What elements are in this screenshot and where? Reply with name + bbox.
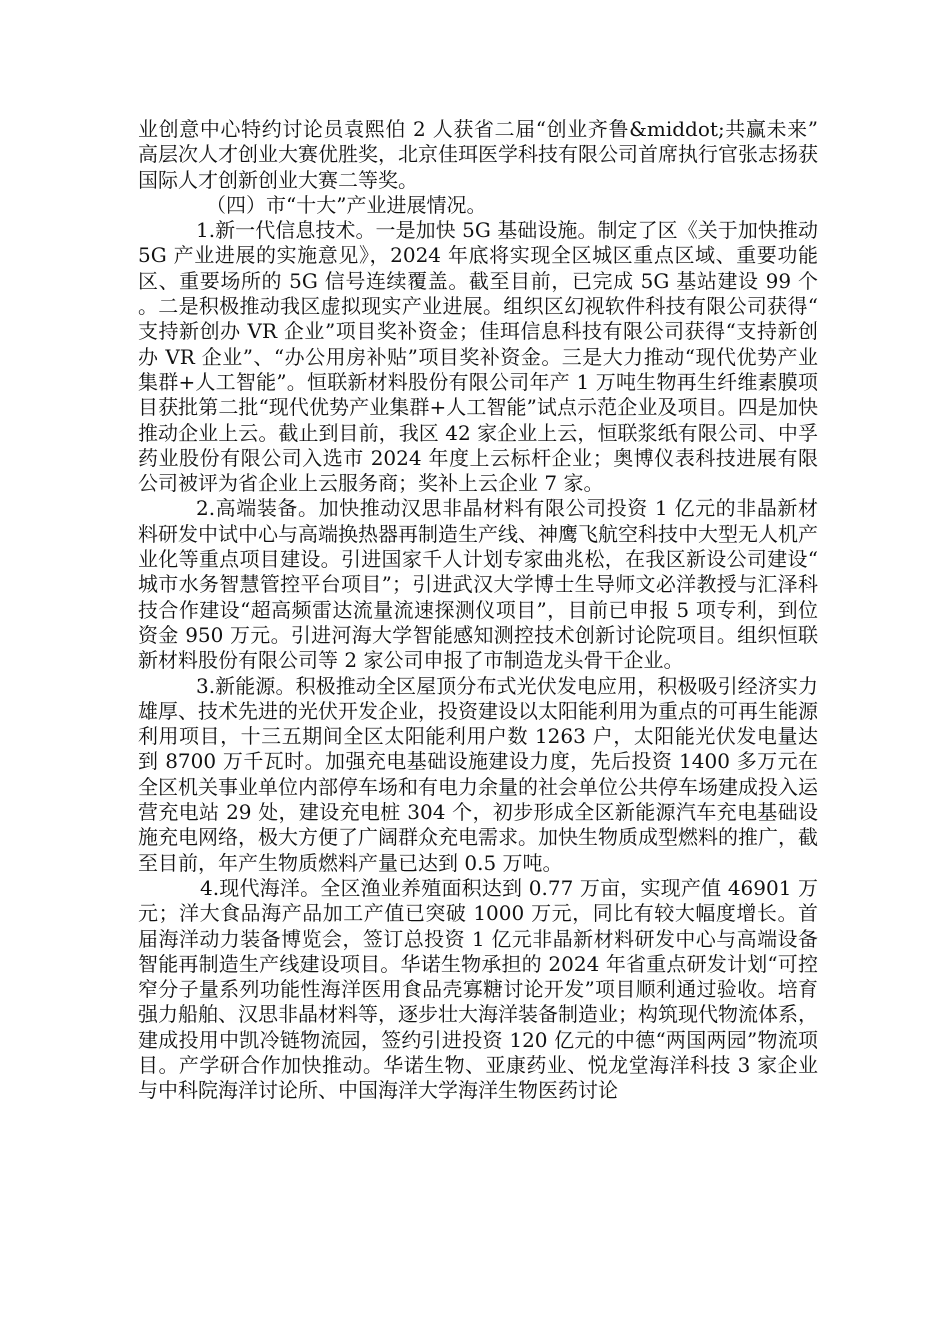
paragraph-information-technology: 1.新一代信息技术。一是加快 5G 基础设施。制定了区《关于加快推动 5G 产业进展的实施意见》，2024 年底将实现全区城区重点区域、重要功能区、重要场所的 5G 信号连续覆盖。截至目前，已完成 5G 基站建设 99 个。二是积极推动我区虚拟现实产业进展。组织区幻视软件科技有限公司获得“支持新创办 VR 企业”项目奖补资金；佳珥信息科技有限公司获得“支持新创办 VR 企业”、“办公用房补贴”项目奖补资金。三是大力推动“现代优势产业集群+人工智能”。恒联新材料股份有限公司年产 1 万吨生物再生纤维素膜项目获批第二批“现代优势产业集群+人工智能”试点示范企业及项目。四是加快推动企业上云。截止到目前，我区 42 家企业上云，恒联浆纸有限公司、中孚药业股份有限公司入选市 2024 年度上云标杆企业；奥博仪表科技进展有限公司被评为省企业上云服务商；奖补上云企业 7 家。 xyxy=(138,218,818,496)
paragraph-award-continuation: 业创意中心特约讨论员袁熙伯 2 人获省二届“创业齐鲁&middot;共赢未来”高层次人才创业大赛优胜奖，北京佳珥医学科技有限公司首席执行官张志扬获国际人才创新创业大赛二等奖。 xyxy=(138,117,818,192)
paragraph-high-end-equipment: 2.高端装备。加快推动汉思非晶材料有限公司投资 1 亿元的非晶新材料研发中试中心与高端换热器再制造生产线、神鹰飞航空科技中大型无人机产业化等重点项目建设。引进国家千人计划专家曲兆松，在我区新设公司建设“城市水务智慧管控平台项目”；引进武汉大学博士生导师文必洋教授与汇泽科技合作建设“超高频雷达流量流速探测仪项目”，目前已申报 5 项专利，到位资金 950 万元。引进河海大学智能感知测控技术创新讨论院项目。组织恒联新材料股份有限公司等 2 家公司申报了市制造龙头骨干企业。 xyxy=(138,496,818,673)
paragraph-modern-ocean: 4.现代海洋。全区渔业养殖面积达到 0.77 万亩，实现产值 46901 万元；洋大食品海产品加工产值已突破 1000 万元，同比有较大幅度增长。首届海洋动力装备博览会，签订总投资 1 亿元非晶新材料研发中心与高端设备智能再制造生产线建设项目。华诺生物承担的 2024 年省重点研发计划“可控窄分子量系列功能性海洋医用食品壳寡糖讨论开发”项目顺利通过验收。培育强力船舶、汉思非晶材料等，逐步壮大海洋装备制造业；构筑现代物流体系，建成投用中凯冷链物流园，签约引进投资 120 亿元的中德“两国两园”物流项目。产学研合作加快推动。华诺生物、亚康药业、悦龙堂海洋科技 3 家企业与中科院海洋讨论所、中国海洋大学海洋生物医药讨论 xyxy=(138,875,818,1103)
paragraph-new-energy: 3.新能源。积极推动全区屋顶分布式光伏发电应用，积极吸引经济实力雄厚、技术先进的光伏开发企业，投资建设以太阳能利用为重点的可再生能源利用项目，十三五期间全区太阳能利用户数 1263 户，太阳能光伏发电量达到 8700 万千瓦时。加强充电基础设施建设力度，先后投资 1400 多万元在全区机关事业单位内部停车场和有电力余量的社会单位公共停车场建成投入运营充电站 29 处，建设充电桩 304 个，初步形成全区新能源汽车充电基础设施充电网络，极大方便了广阔群众充电需求。加快生物质成型燃料的推广，截至目前，年产生物质燃料产量已达到 0.5 万吨。 xyxy=(138,673,818,875)
document-page xyxy=(138,117,818,1104)
section-heading-industries: （四）市“十大”产业进展情况。 xyxy=(206,192,487,217)
